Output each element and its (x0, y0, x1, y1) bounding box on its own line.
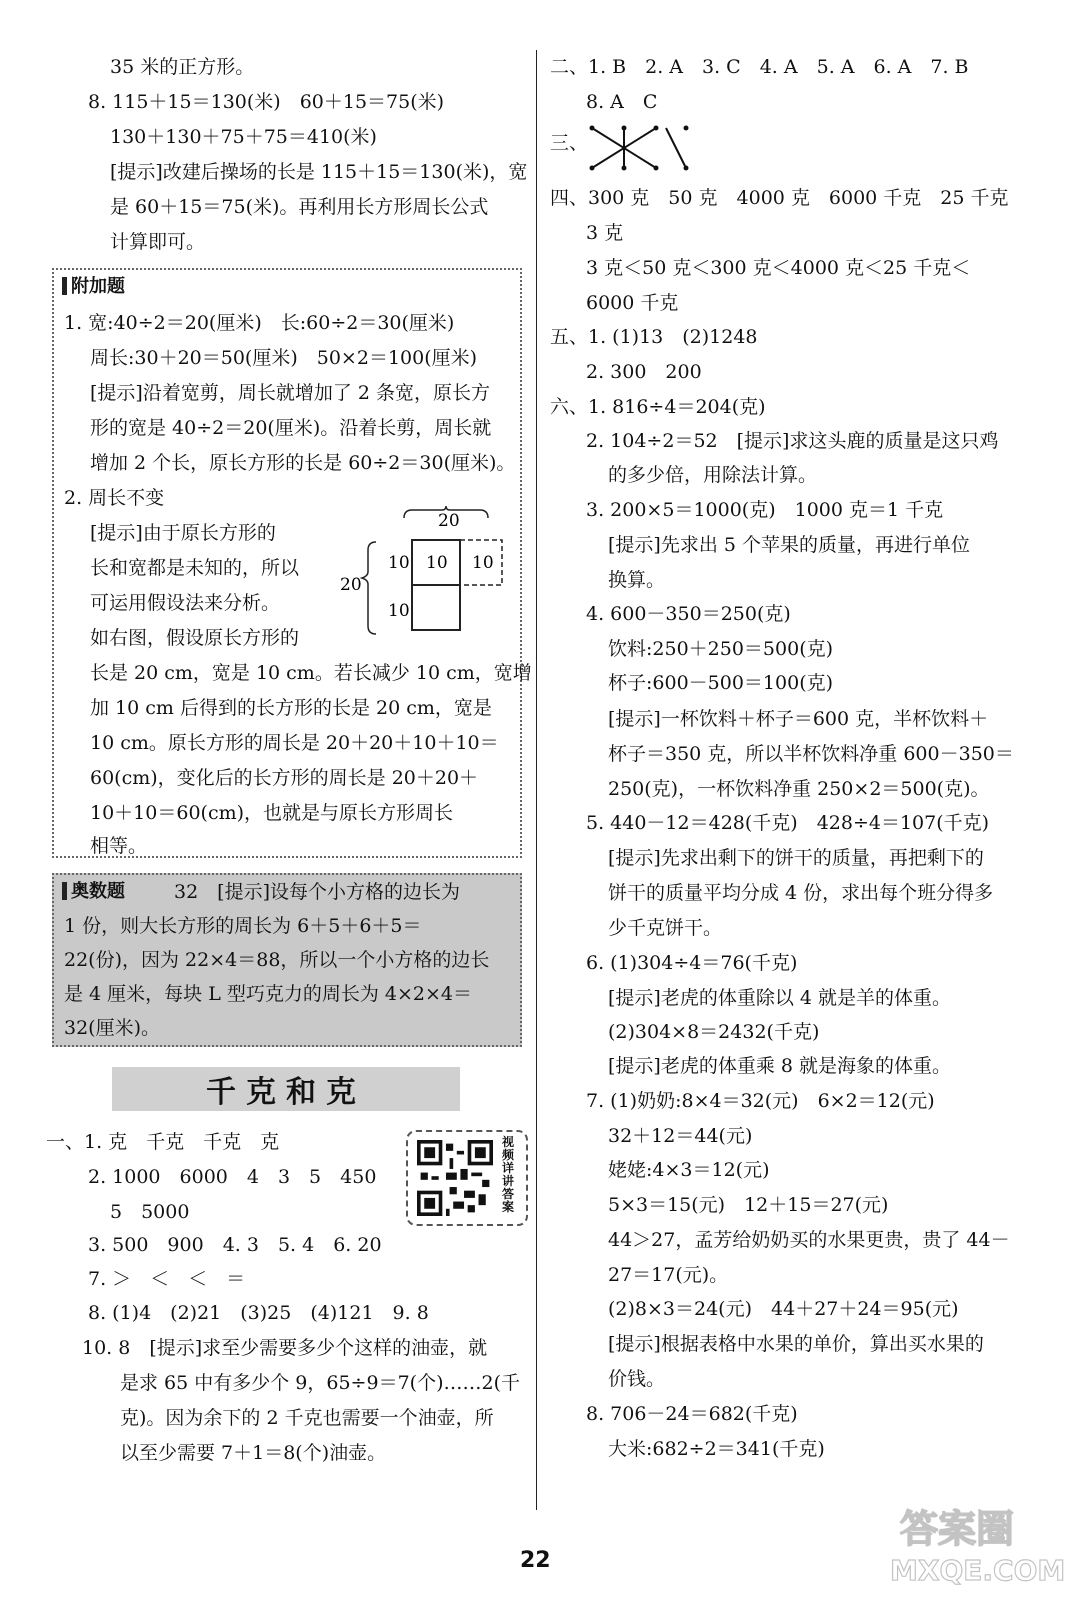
hint-line: [提示]先求出 5 个苹果的质量，再进行单位 (608, 534, 970, 556)
answer-line: 2. 104÷2＝52 [提示]求这头鹿的质量是这只鸡 (586, 430, 999, 452)
answer-line: 4. 600－350＝250(克) (586, 603, 791, 625)
answer-line: 3. 200×5＝1000(克) 1000 克＝1 千克 (586, 499, 944, 521)
answer-line: 32＋12＝44(元) (608, 1125, 753, 1147)
answer-line: 6. (1)304÷4＝76(千克) (586, 952, 798, 974)
answer-line: 27＝17(元)。 (608, 1264, 729, 1286)
answer-line: 8. 115＋15＝130(米) 60＋15＝75(米) (88, 91, 445, 113)
diagram-label: 10 (426, 553, 448, 573)
hint-line: 克)。因为余下的 2 千克也需要一个油壶，所 (120, 1407, 494, 1429)
hint-line: 如右图，假设原长方形的 (90, 627, 300, 649)
answer-line: 大米:682÷2＝341(千克) (608, 1438, 825, 1460)
answer-line: 8. 706－24＝682(千克) (586, 1403, 798, 1425)
hint-line: 长是 20 cm，宽是 10 cm。若长减少 10 cm，宽增 (90, 662, 532, 684)
diagram-label: 10 (472, 553, 494, 573)
extra-problem-title: 附加题 (62, 274, 125, 300)
hint-line: 以至少需要 7＋1＝8(个)油壶。 (120, 1442, 387, 1464)
qr-code-box[interactable] (406, 1130, 528, 1226)
hint-line: [提示]一杯饮料＋杯子＝600 克，半杯饮料＋ (608, 708, 989, 730)
section-title: 千克和克 (206, 1075, 366, 1110)
diagram-label: 20 (340, 575, 362, 595)
watermark-text: 答案圈 (900, 1507, 1015, 1551)
answer-line: 44＞27，孟芳给奶奶买的水果更贵，贵了 44－ (608, 1229, 1010, 1251)
diagram-label: 10 (388, 553, 410, 573)
hint-line: 长和宽都是未知的，所以 (90, 557, 300, 579)
answer-line: 2. 300 200 (586, 361, 702, 383)
hint-line: 250(克)，一杯饮料净重 250×2＝500(克)。 (608, 778, 990, 800)
answer-line: 5×3＝15(元) 12＋15＝27(元) (608, 1194, 889, 1216)
answer-line: 3 克＜50 克＜300 克＜4000 克＜25 千克＜ (586, 257, 971, 279)
hint-line: 22(份)，因为 22×4＝88，所以一个小方格的边长 (64, 949, 490, 971)
diagram-label: 10 (388, 601, 410, 621)
answer-line: 130＋130＋75＋75＝410(米) (110, 126, 377, 148)
hint-line: 少千克饼干。 (608, 917, 723, 939)
answer-line: 8. A C (586, 91, 658, 113)
rectangle-cut-diagram (338, 506, 508, 640)
answer-line: 一、1. 克 千克 千克 克 (46, 1131, 280, 1153)
answer-line: 7. ＞ ＜ ＜ ＝ (88, 1268, 246, 1290)
olympiad-title: 奥数题 (62, 879, 125, 905)
answer-line: 35 米的正方形。 (110, 56, 255, 78)
hint-line: [提示]改建后操场的长是 115＋15＝130(米)，宽 (110, 161, 528, 183)
qr-label: 视频详讲答案 (502, 1135, 515, 1214)
hint-line: 饼干的质量平均分成 4 份，求出每个班分得多 (608, 882, 994, 904)
answer-line: 3 克 (586, 222, 624, 244)
answer-line: 饮料:250＋250＝500(克) (608, 638, 834, 660)
hint-line: 相等。 (90, 835, 148, 857)
answer-line: (2)304×8＝2432(千克) (608, 1021, 820, 1043)
watermark-logo (880, 1500, 1070, 1590)
answer-line: 姥姥:4×3＝12(元) (608, 1159, 770, 1181)
answer-line: 7. (1)奶奶:8×4＝32(元) 6×2＝12(元) (586, 1090, 935, 1112)
answer-line: 6000 千克 (586, 292, 679, 314)
section-title-bar (112, 1067, 460, 1111)
hint-line: [提示]根据表格中水果的单价，算出买水果的 (608, 1333, 984, 1355)
answer-line: 10. 8 [提示]求至少需要多少个这样的油壶，就 (82, 1337, 488, 1359)
olympiad-problem-box (52, 873, 522, 1047)
answer-line: 8. (1)4 (2)21 (3)25 (4)121 9. 8 (88, 1302, 429, 1324)
answer-line: 三、 (550, 132, 589, 154)
hint-line: 32(厘米)。 (64, 1017, 161, 1039)
hint-line: [提示]沿着宽剪，周长就增加了 2 条宽，原长方 (90, 382, 490, 404)
hint-line: 可运用假设法来分析。 (90, 592, 281, 614)
diagram-label: 20 (438, 511, 460, 531)
hint-line: 形的宽是 40÷2＝20(厘米)。沿着长剪，周长就 (90, 417, 492, 439)
answer-line: 1. 宽:40÷2＝20(厘米) 长:60÷2＝30(厘米) (64, 312, 455, 334)
answer-line: 二、1. B 2. A 3. C 4. A 5. A 6. A 7. B (550, 56, 969, 78)
hint-line: [提示]先求出剩下的饼干的质量，再把剩下的 (608, 847, 984, 869)
answer-line: 五、1. (1)13 (2)1248 (550, 326, 758, 348)
answer-line: 2. 1000 6000 4 3 5 450 (88, 1166, 377, 1188)
hint-line: 杯子＝350 克，所以半杯饮料净重 600－350＝ (608, 743, 1014, 765)
hint-line: 计算即可。 (110, 231, 206, 253)
hint-line: 10＋10＝60(cm)，也就是与原长方形周长 (90, 802, 454, 824)
matching-lines-diagram (586, 122, 696, 174)
hint-line: 10 cm。原长方形的周长是 20＋20＋10＋10＝ (90, 732, 499, 754)
hint-line: 加 10 cm 后得到的长方形的长是 20 cm，宽是 (90, 697, 492, 719)
hint-line: 1 份，则大长方形的周长为 6＋5＋6＋5＝ (64, 915, 422, 937)
qr-code-icon (416, 1140, 494, 1216)
answer-line: (2)8×3＝24(元) 44＋27＋24＝95(元) (608, 1298, 959, 1320)
hint-line: [提示]老虎的体重除以 4 就是羊的体重。 (608, 987, 951, 1009)
answer-line: 周长:30＋20＝50(厘米) 50×2＝100(厘米) (90, 347, 478, 369)
hint-line: 的多少倍，用除法计算。 (608, 464, 818, 486)
column-divider (536, 50, 537, 1510)
watermark-url: MXQE.COM (890, 1554, 1066, 1587)
hint-line: 60(cm)，变化后的长方形的周长是 20＋20＋ (90, 767, 479, 789)
answer-line: 六、1. 816÷4＝204(克) (550, 396, 766, 418)
page-number: 22 (520, 1548, 551, 1573)
hint-line: [提示]由于原长方形的 (90, 522, 276, 544)
extra-problem-box (52, 268, 532, 858)
hint-line: 价钱。 (608, 1368, 666, 1390)
hint-line: 是 60＋15＝75(米)。再利用长方形周长公式 (110, 196, 489, 218)
hint-line: 32 [提示]设每个小方格的边长为 (174, 881, 461, 903)
hint-line: 换算。 (608, 569, 666, 591)
hint-line: 增加 2 个长，原长方形的长是 60÷2＝30(厘米)。 (90, 452, 516, 474)
answer-line: 杯子:600－500＝100(克) (608, 672, 834, 694)
answer-line: 5. 440－12＝428(千克) 428÷4＝107(千克) (586, 812, 990, 834)
hint-line: [提示]老虎的体重乘 8 就是海象的体重。 (608, 1055, 951, 1077)
answer-line: 四、300 克 50 克 4000 克 6000 千克 25 千克 (550, 187, 1009, 209)
answer-line: 5 5000 (110, 1201, 190, 1223)
answer-line: 2. 周长不变 (64, 487, 165, 509)
answer-line: 3. 500 900 4. 3 5. 4 6. 20 (88, 1234, 382, 1256)
hint-line: 是求 65 中有多少个 9，65÷9＝7(个)……2(千 (120, 1372, 520, 1394)
hint-line: 是 4 厘米，每块 L 型巧克力的周长为 4×2×4＝ (64, 983, 473, 1005)
